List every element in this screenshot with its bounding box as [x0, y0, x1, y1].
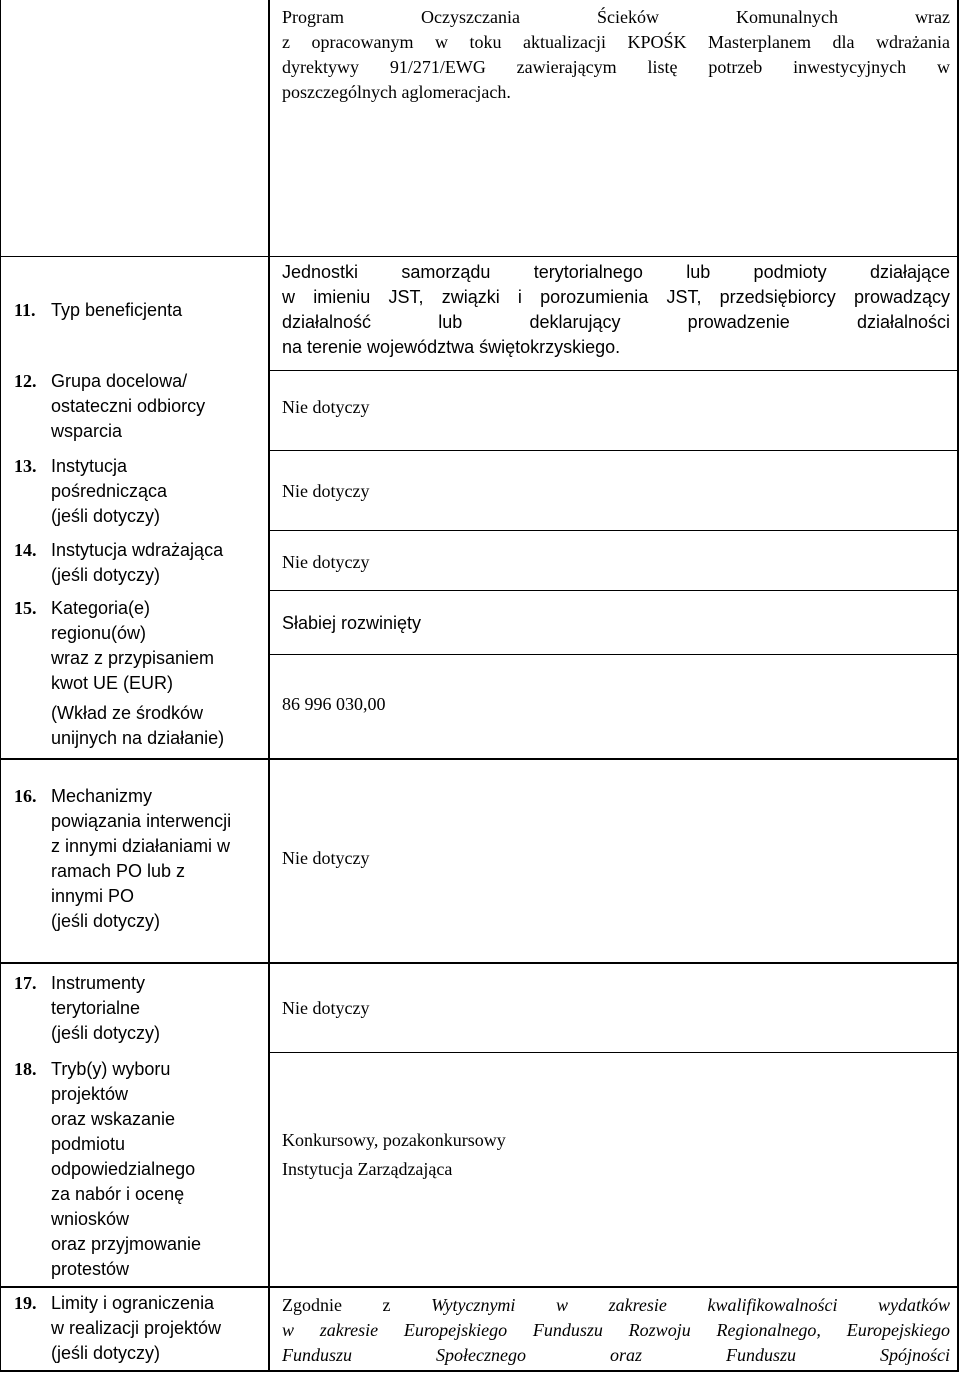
row-17-label-line-2: terytorialne [51, 998, 141, 1018]
row-18-label-line-7: wniosków [51, 1209, 130, 1229]
row-13-label [14, 454, 264, 529]
row-16-label-line-4: ramach PO lub z [51, 861, 186, 881]
row-15-label-line-3: wraz z przypisaniem [51, 648, 215, 668]
row-11-value-line-1: Jednostki samorządu terytorialnego lub podmioty działające [282, 262, 950, 282]
row-11-value-line-4: na terenie województwa świętokrzyskiego. [282, 337, 621, 357]
row-12-label [14, 369, 264, 444]
row-19-label [14, 1291, 264, 1366]
row-17-label [14, 971, 264, 1046]
row-16-label-line-1: Mechanizmy [51, 786, 153, 806]
row-19-value-line-2: w zakresie Europejskiego Funduszu Rozwoju Regionalnego, Europejskiego [282, 1320, 950, 1340]
row-19-value-line-1 [282, 1293, 950, 1318]
row-15-number: 15. [14, 598, 37, 618]
row-16-label-line-3: z innymi działaniami w [51, 836, 231, 856]
row-18-label-line-5: odpowiedzialnego [51, 1159, 196, 1179]
table-border-left [0, 0, 1, 1372]
row-16-label-line-6: (jeśli dotyczy) [51, 911, 161, 931]
row-12-value: Nie dotyczy [282, 397, 370, 417]
row-11-label [14, 298, 264, 323]
row-18-value-mode: Konkursowy, pozakonkursowy [282, 1130, 506, 1150]
row-11-number: 11. [14, 300, 36, 320]
row-15-label-line-2: regionu(ów) [51, 623, 147, 643]
row-19-label-line-2: w realizacji projektów [51, 1318, 222, 1338]
row-13-value: Nie dotyczy [282, 481, 370, 501]
row-18-value-institution: Instytucja Zarządzająca [282, 1159, 453, 1179]
row-17-value: Nie dotyczy [282, 998, 370, 1018]
row-11-value-line-2: w imieniu JST, związki i porozumienia JST, przedsiębiorcy prowadzący [282, 287, 950, 307]
row-13-label-line-2: pośrednicząca [51, 481, 168, 501]
row-divider-18 [0, 1286, 959, 1288]
row-14-label [14, 538, 264, 588]
row-16-value: Nie dotyczy [282, 848, 370, 868]
row-18-label-line-9: protestów [51, 1259, 130, 1279]
program-description [282, 5, 950, 105]
row-17-number: 17. [14, 973, 37, 993]
row-18-label [14, 1057, 264, 1282]
row-11-value-line-3: działalność lub deklarujący prowadzenie działalności [282, 312, 950, 332]
value-divider-15a [270, 654, 959, 655]
row-14-label-line-2: (jeśli dotyczy) [51, 565, 161, 585]
row-divider-16 [0, 962, 959, 964]
row-18-label-line-2: projektów [51, 1084, 129, 1104]
row-19-number: 19. [14, 1293, 37, 1313]
value-divider-12 [270, 450, 959, 451]
value-divider-11 [270, 370, 959, 371]
row-divider-15 [0, 758, 959, 760]
row-12-number: 12. [14, 371, 37, 391]
row-12-label-line-3: wsparcia [51, 421, 123, 441]
row-18-label-line-1: Tryb(y) wyboru [51, 1059, 171, 1079]
row-18-label-line-4: podmiotu [51, 1134, 126, 1154]
row-19-value-line-3: Funduszu Społecznego oraz Funduszu Spójności [282, 1345, 950, 1365]
row-12-label-line-2: ostateczni odbiorcy [51, 396, 206, 416]
row-16-number: 16. [14, 786, 37, 806]
row-15-label-line-4: kwot UE (EUR) [51, 673, 174, 693]
value-divider-14 [270, 590, 959, 591]
row-17-label-line-3: (jeśli dotyczy) [51, 1023, 161, 1043]
row-14-value: Nie dotyczy [282, 552, 370, 572]
program-line-2: z opracowanym w toku aktualizacji KPOŚK Masterplanem dla wdrażania [282, 32, 950, 52]
row-11-label-line: Typ beneficjenta [51, 300, 183, 320]
program-line-1: Program Oczyszczania Ścieków Komunalnych wraz [282, 7, 950, 27]
row-19-value-guidelines: Wytycznymi w zakresie kwalifikowalności wydatków [431, 1295, 951, 1315]
row-15-label-line-5: (Wkład ze środków [51, 703, 204, 723]
row-12-label-line-1: Grupa docelowa/ [51, 371, 188, 391]
row-15-value-category: Słabiej rozwinięty [282, 613, 422, 633]
column-divider [268, 0, 270, 1372]
row-15-label-line-1: Kategoria(e) [51, 598, 151, 618]
table-border-right [957, 0, 959, 1372]
row-13-label-line-3: (jeśli dotyczy) [51, 506, 161, 526]
row-18-label-line-8: oraz przyjmowanie [51, 1234, 202, 1254]
row-18-label-line-3: oraz wskazanie [51, 1109, 176, 1129]
row-19-label-line-3: (jeśli dotyczy) [51, 1343, 161, 1363]
row-divider-top [0, 256, 959, 257]
row-11-value [282, 260, 950, 360]
row-17-label-line-1: Instrumenty [51, 973, 146, 993]
row-18-number: 18. [14, 1059, 37, 1079]
row-14-label-line-1: Instytucja wdrażająca [51, 540, 224, 560]
value-divider-13 [270, 530, 959, 531]
row-16-label-line-2: powiązania interwencji [51, 811, 232, 831]
row-19-label-line-1: Limity i ograniczenia [51, 1293, 215, 1313]
row-19-value-prefix: Zgodnie z [282, 1295, 391, 1315]
row-15-label-line-6: unijnych na działanie) [51, 728, 225, 748]
program-line-4: poszczególnych aglomeracjach. [282, 82, 511, 102]
row-15-label [14, 596, 264, 751]
row-14-number: 14. [14, 540, 37, 560]
table-border-bottom [0, 1370, 959, 1372]
row-13-label-line-1: Instytucja [51, 456, 128, 476]
row-13-number: 13. [14, 456, 37, 476]
program-line-3: dyrektywy 91/271/EWG zawierającym listę potrzeb inwestycyjnych w [282, 57, 950, 77]
row-19-value [282, 1293, 950, 1368]
row-18-label-line-6: za nabór i ocenę [51, 1184, 185, 1204]
value-divider-17 [270, 1052, 959, 1053]
row-15-value-amount: 86 996 030,00 [282, 694, 386, 714]
row-16-label [14, 784, 264, 934]
row-16-label-line-5: innymi PO [51, 886, 135, 906]
